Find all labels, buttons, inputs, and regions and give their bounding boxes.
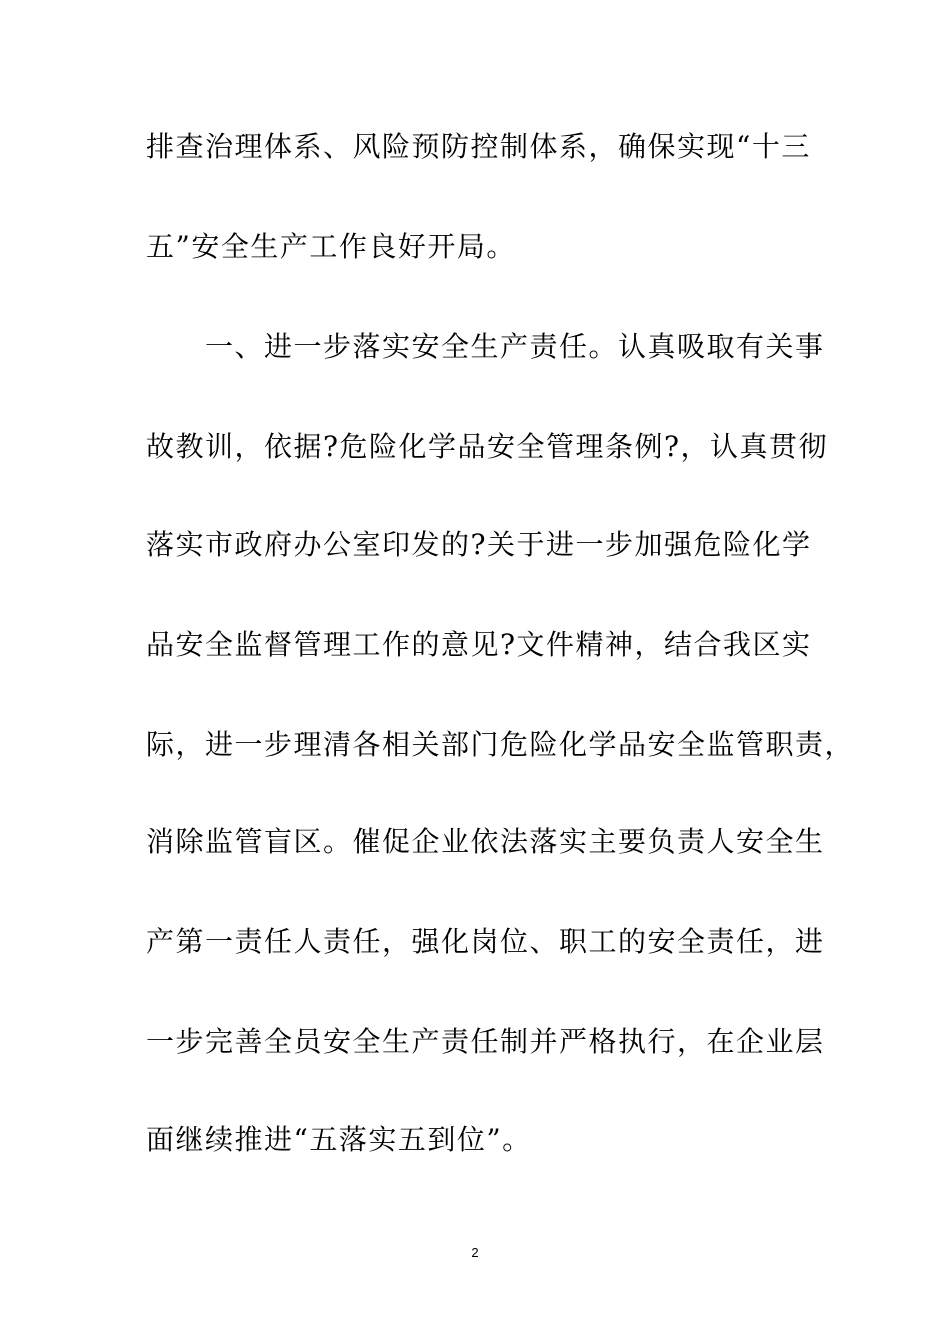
text-line-2: 五”安全生产工作良好开局。 [146, 230, 516, 263]
page-number: 2 [471, 1245, 479, 1260]
text-line-10: 一步完善全员安全生产责任制并严格执行，在企业层 [146, 1025, 825, 1058]
text-line-6: 品安全监督管理工作的意见?文件精神，结合我区实 [146, 628, 812, 661]
text-line-7: 际，进一步理清各相关部门危险化学品安全监管职责， [146, 728, 855, 761]
text-line-3: 一、进一步落实安全生产责任。认真吸取有关事 [146, 330, 825, 363]
text-line-8: 消除监管盲区。催促企业依法落实主要负责人安全生 [146, 825, 825, 858]
text-line-1: 排查治理体系、风险预防控制体系，确保实现“十三 [146, 130, 811, 163]
text-line-5: 落实市政府办公室印发的?关于进一步加强危险化学 [146, 528, 812, 561]
text-line-4: 故教训，依据?危险化学品安全管理条例?，认真贯彻 [146, 430, 829, 463]
text-line-9: 产第一责任人责任，强化岗位、职工的安全责任，进 [146, 925, 825, 958]
text-line-11: 面继续推进“五落实五到位”。 [146, 1123, 532, 1156]
